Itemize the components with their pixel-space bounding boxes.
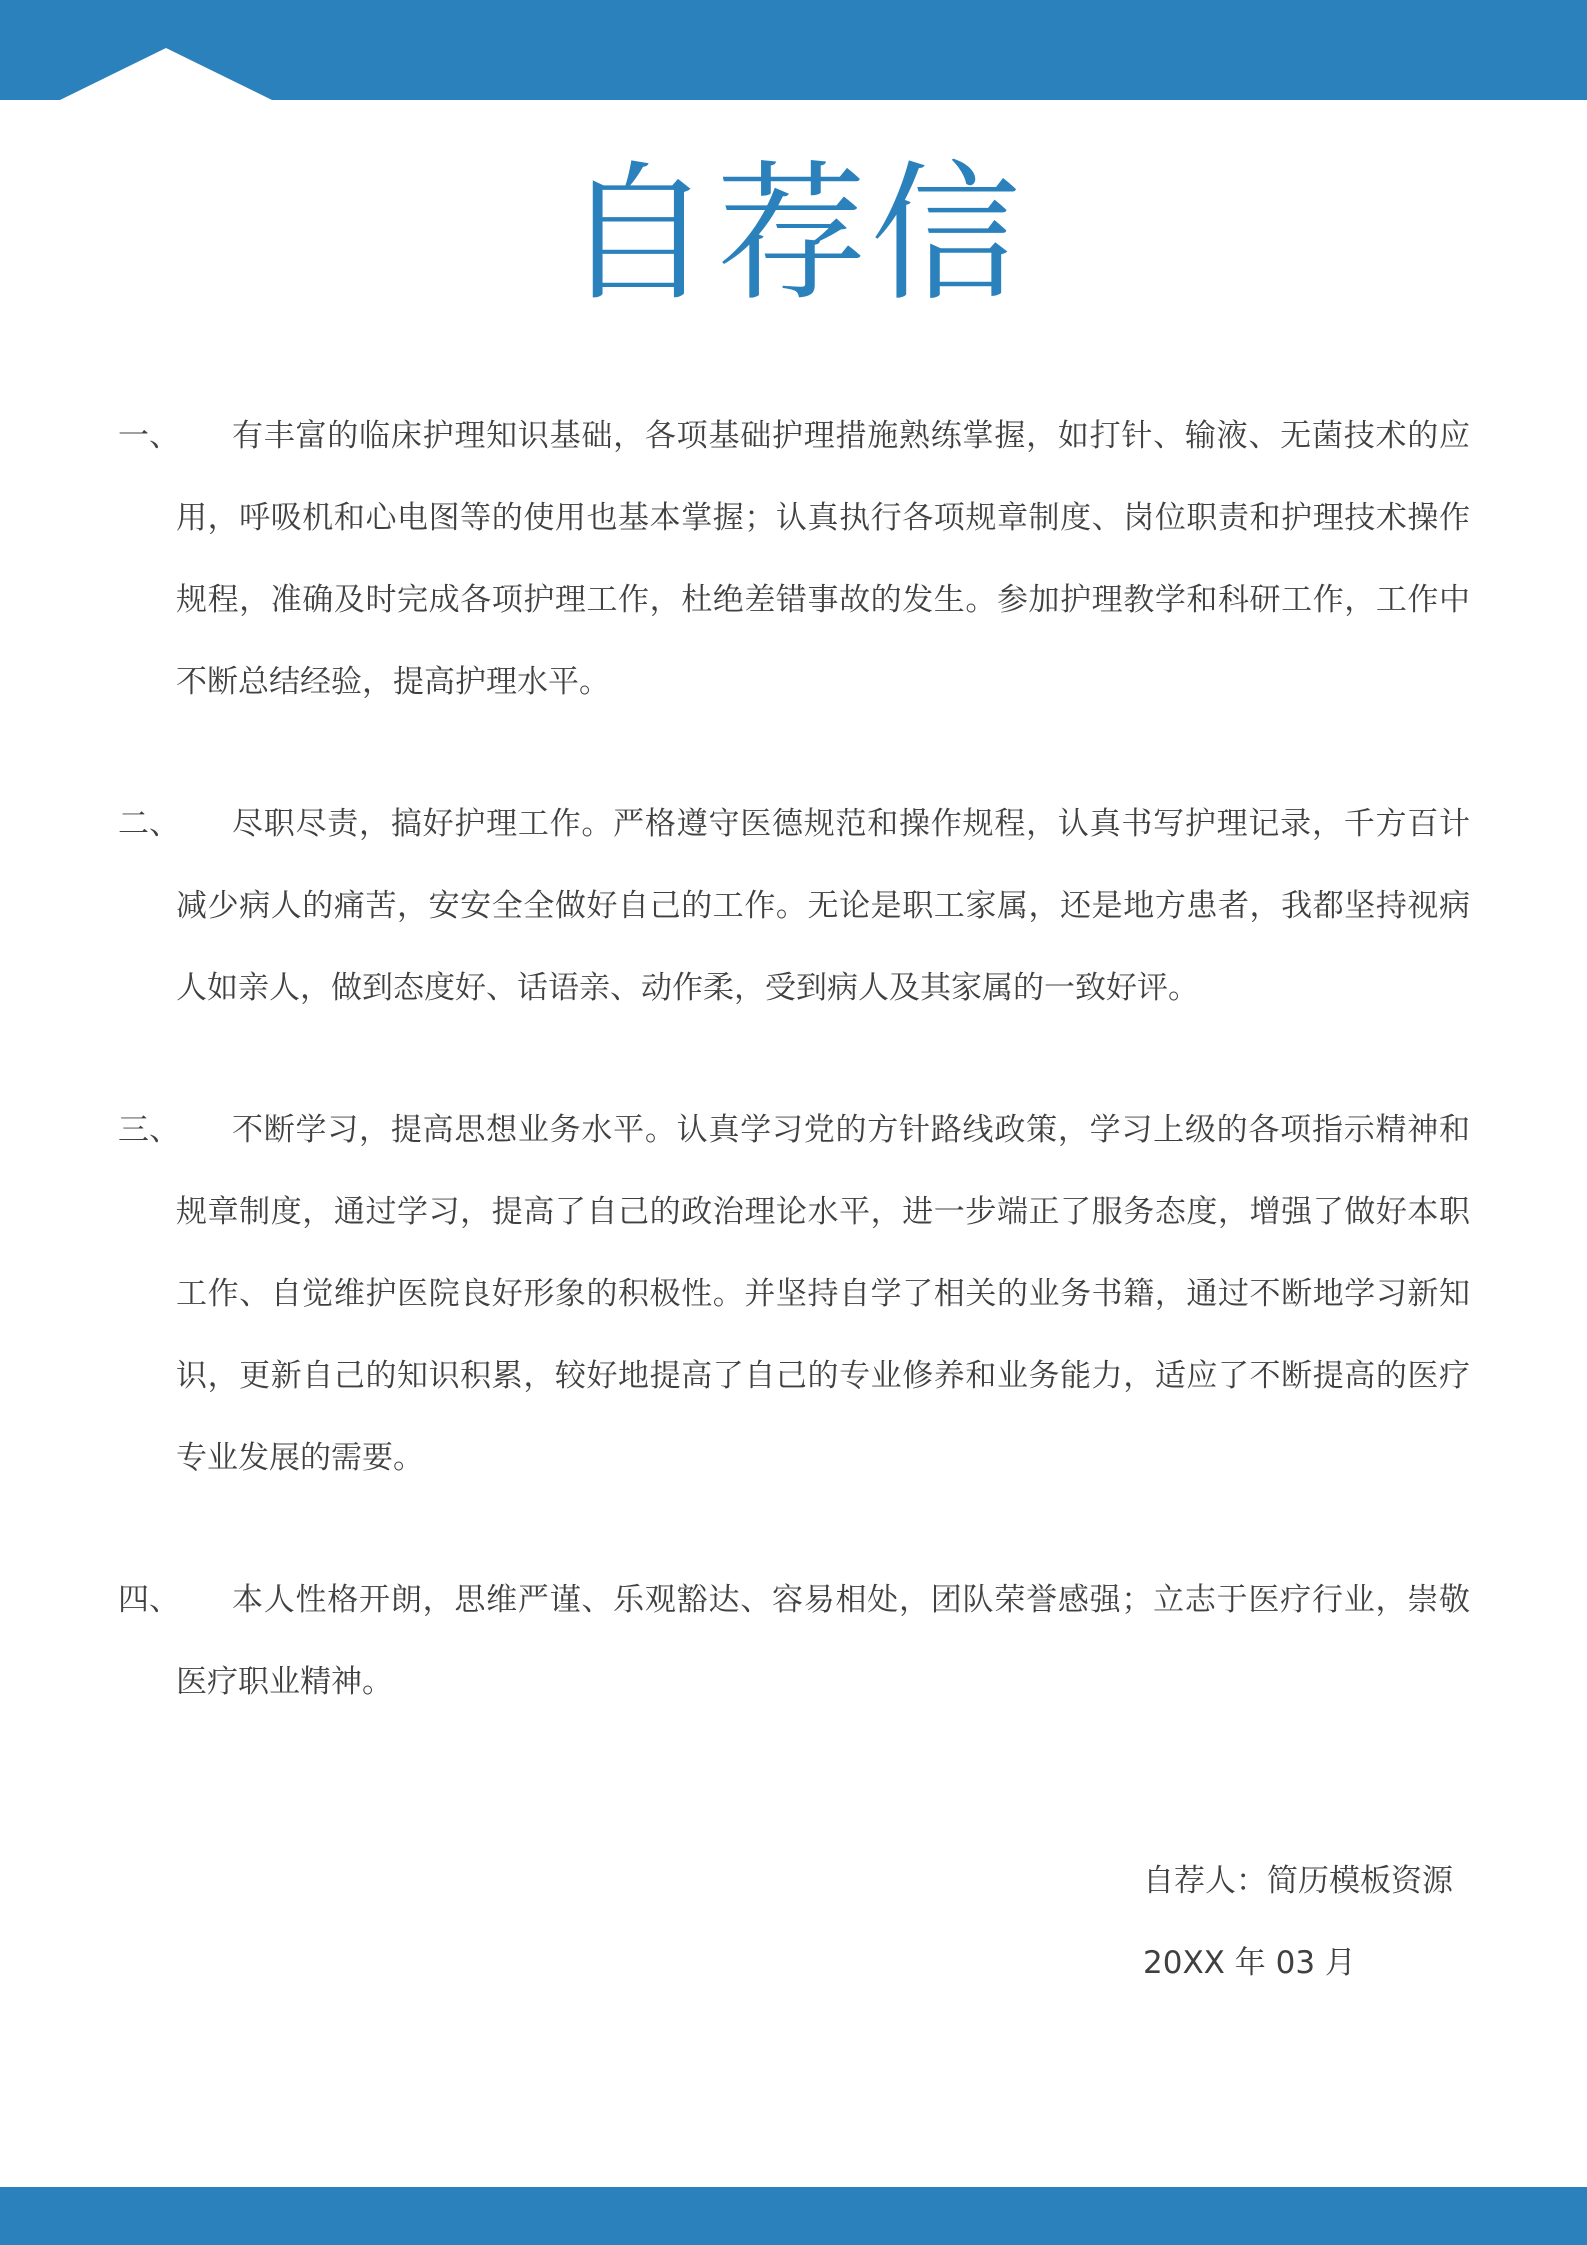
page-title: 自荐信 [562, 148, 1025, 322]
paragraph-text: 不断学习，提高思想业务水平。认真学习党的方针路线政策，学习上级的各项指示精神和规章制度，通过学习，提高了自己的政治理论水平，进一步端正了服务态度，增强了做好本职工作、自觉维护医院良好形象的积极性。并坚持自学了相关的业务书籍，通过不断地学习新知识，更新自己的知识积累，较好地提高了自己的专业修养和业务能力，适应了不断提高的医疗专业发展的需要。 [176, 1112, 1470, 1476]
paragraph-3 [118, 1089, 1470, 1499]
paragraph-4 [118, 1559, 1470, 1723]
signature-name: 自荐人：简历模板资源 [1143, 1863, 1453, 1899]
paragraph-number: 三、 [118, 1112, 180, 1148]
paragraph-number: 四、 [118, 1582, 180, 1618]
paragraph-text: 有丰富的临床护理知识基础，各项基础护理措施熟练掌握，如打针、输液、无菌技术的应用，呼吸机和心电图等的使用也基本掌握；认真执行各项规章制度、岗位职责和护理技术操作规程，准确及时完成各项护理工作，杜绝差错事故的发生。参加护理教学和科研工作，工作中不断总结经验，提高护理水平。 [176, 418, 1470, 700]
paragraph-text: 尽职尽责，搞好护理工作。严格遵守医德规范和操作规程，认真书写护理记录，千方百计减少病人的痛苦，安安全全做好自己的工作。无论是职工家属，还是地方患者，我都坚持视病人如亲人，做到态度好、话语亲、动作柔，受到病人及其家属的一致好评。 [176, 806, 1470, 1006]
signature-date: 20XX 年 03 月 [1143, 1945, 1356, 1981]
top-decorative-band [0, 0, 1587, 100]
paragraph-number: 二、 [118, 806, 180, 842]
bottom-decorative-band [0, 2187, 1587, 2245]
signature-block [1143, 1840, 1453, 2004]
paragraph-1 [118, 395, 1470, 723]
paragraph-number: 一、 [118, 418, 180, 454]
top-band-shape [0, 0, 1587, 100]
letter-body [118, 395, 1470, 1783]
paragraph-2 [118, 783, 1470, 1029]
paragraph-text: 本人性格开朗，思维严谨、乐观豁达、容易相处，团队荣誉感强；立志于医疗行业，崇敬医疗职业精神。 [176, 1582, 1470, 1700]
